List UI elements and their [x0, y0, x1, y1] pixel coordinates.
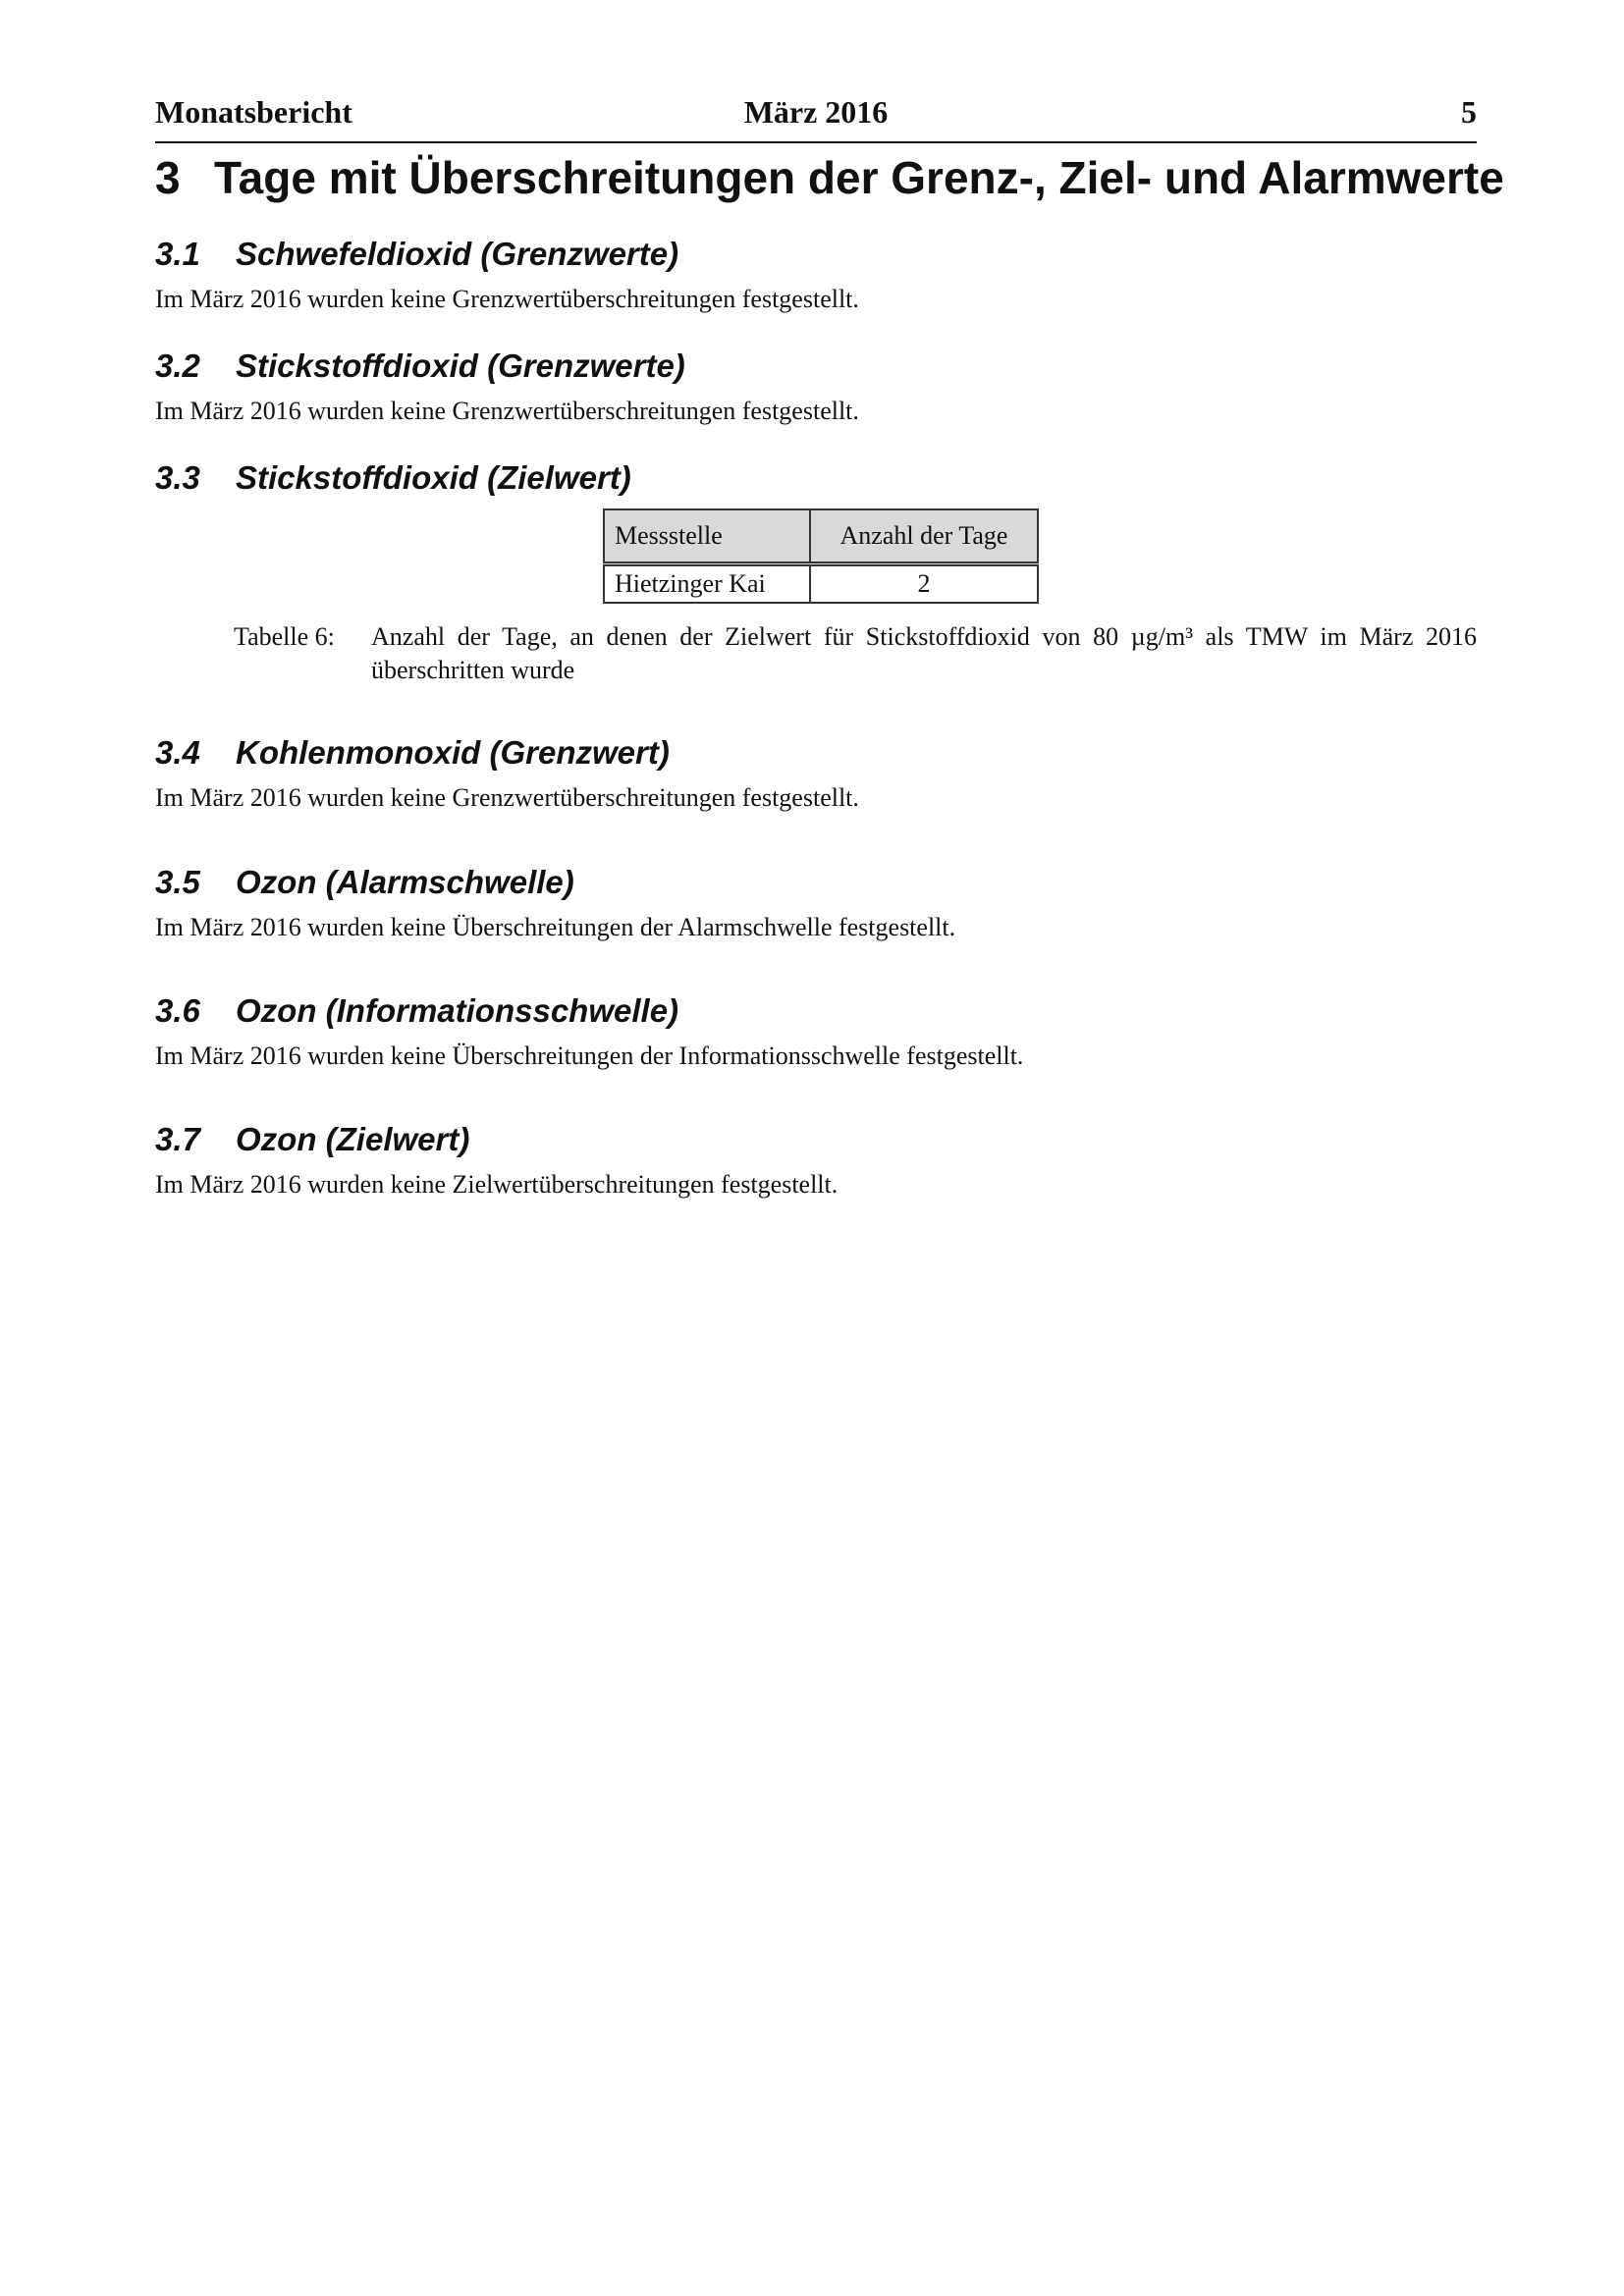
caption-label: Tabelle 6: — [234, 622, 335, 651]
exceedance-table — [603, 508, 1039, 604]
table-caption — [234, 620, 1477, 687]
section-heading-3-2 — [155, 347, 685, 385]
chapter-title — [155, 151, 1504, 204]
running-header — [155, 94, 1477, 143]
section-heading-3-4 — [155, 734, 670, 772]
section-body-3-4: Im März 2016 wurden keine Grenzwertüberschreitungen festgestellt. — [155, 783, 859, 812]
section-number: 3.1 — [155, 236, 200, 272]
section-body-3-1: Im März 2016 wurden keine Grenzwertüberschreitungen festgestellt. — [155, 285, 859, 313]
section-number: 3.5 — [155, 864, 200, 900]
section-title: Stickstoffdioxid (Grenzwerte) — [236, 347, 685, 384]
cell-station: Hietzinger Kai — [604, 564, 810, 604]
column-header-station: Messstelle — [604, 509, 810, 564]
section-body-3-2: Im März 2016 wurden keine Grenzwertüberschreitungen festgestellt. — [155, 397, 859, 425]
column-header-days: Anzahl der Tage — [810, 509, 1038, 564]
section-heading-3-7 — [155, 1121, 469, 1158]
table-row — [604, 564, 1038, 604]
section-number: 3.6 — [155, 992, 200, 1029]
section-title: Ozon (Alarmschwelle) — [236, 864, 574, 900]
section-title: Ozon (Informationsschwelle) — [236, 992, 679, 1029]
section-title: Schwefeldioxid (Grenzwerte) — [236, 236, 679, 272]
section-heading-3-6 — [155, 992, 678, 1030]
section-heading-3-3 — [155, 459, 631, 497]
section-body-3-7: Im März 2016 wurden keine Zielwertüberschreitungen festgestellt. — [155, 1170, 839, 1199]
header-month: März 2016 — [743, 94, 889, 130]
section-heading-3-5 — [155, 864, 574, 901]
section-body-3-6: Im März 2016 wurden keine Überschreitungen der Informationsschwelle festgestellt. — [155, 1041, 1024, 1070]
table-header-row — [604, 509, 1038, 564]
section-number: 3.4 — [155, 734, 200, 771]
section-number: 3.7 — [155, 1121, 200, 1157]
header-report-title: Monatsbericht — [155, 94, 352, 130]
section-heading-3-1 — [155, 236, 678, 273]
page-number: 5 — [1461, 94, 1477, 130]
section-title: Kohlenmonoxid (Grenzwert) — [236, 734, 670, 771]
section-number: 3.3 — [155, 459, 200, 496]
section-title: Ozon (Zielwert) — [236, 1121, 470, 1157]
section-body-3-5: Im März 2016 wurden keine Überschreitungen der Alarmschwelle festgestellt. — [155, 913, 956, 941]
chapter-title-text: Tage mit Überschreitungen der Grenz-, Ziel- und Alarmwerte — [214, 152, 1504, 203]
section-title: Stickstoffdioxid (Zielwert) — [236, 459, 631, 496]
caption-text: Anzahl der Tage, an denen der Zielwert für Stickstoffdioxid von 80 µg/m³ als TMW im März 2016 überschritten wurde — [371, 622, 1477, 684]
cell-days: 2 — [810, 564, 1038, 604]
chapter-number: 3 — [155, 152, 181, 203]
section-number: 3.2 — [155, 347, 200, 384]
